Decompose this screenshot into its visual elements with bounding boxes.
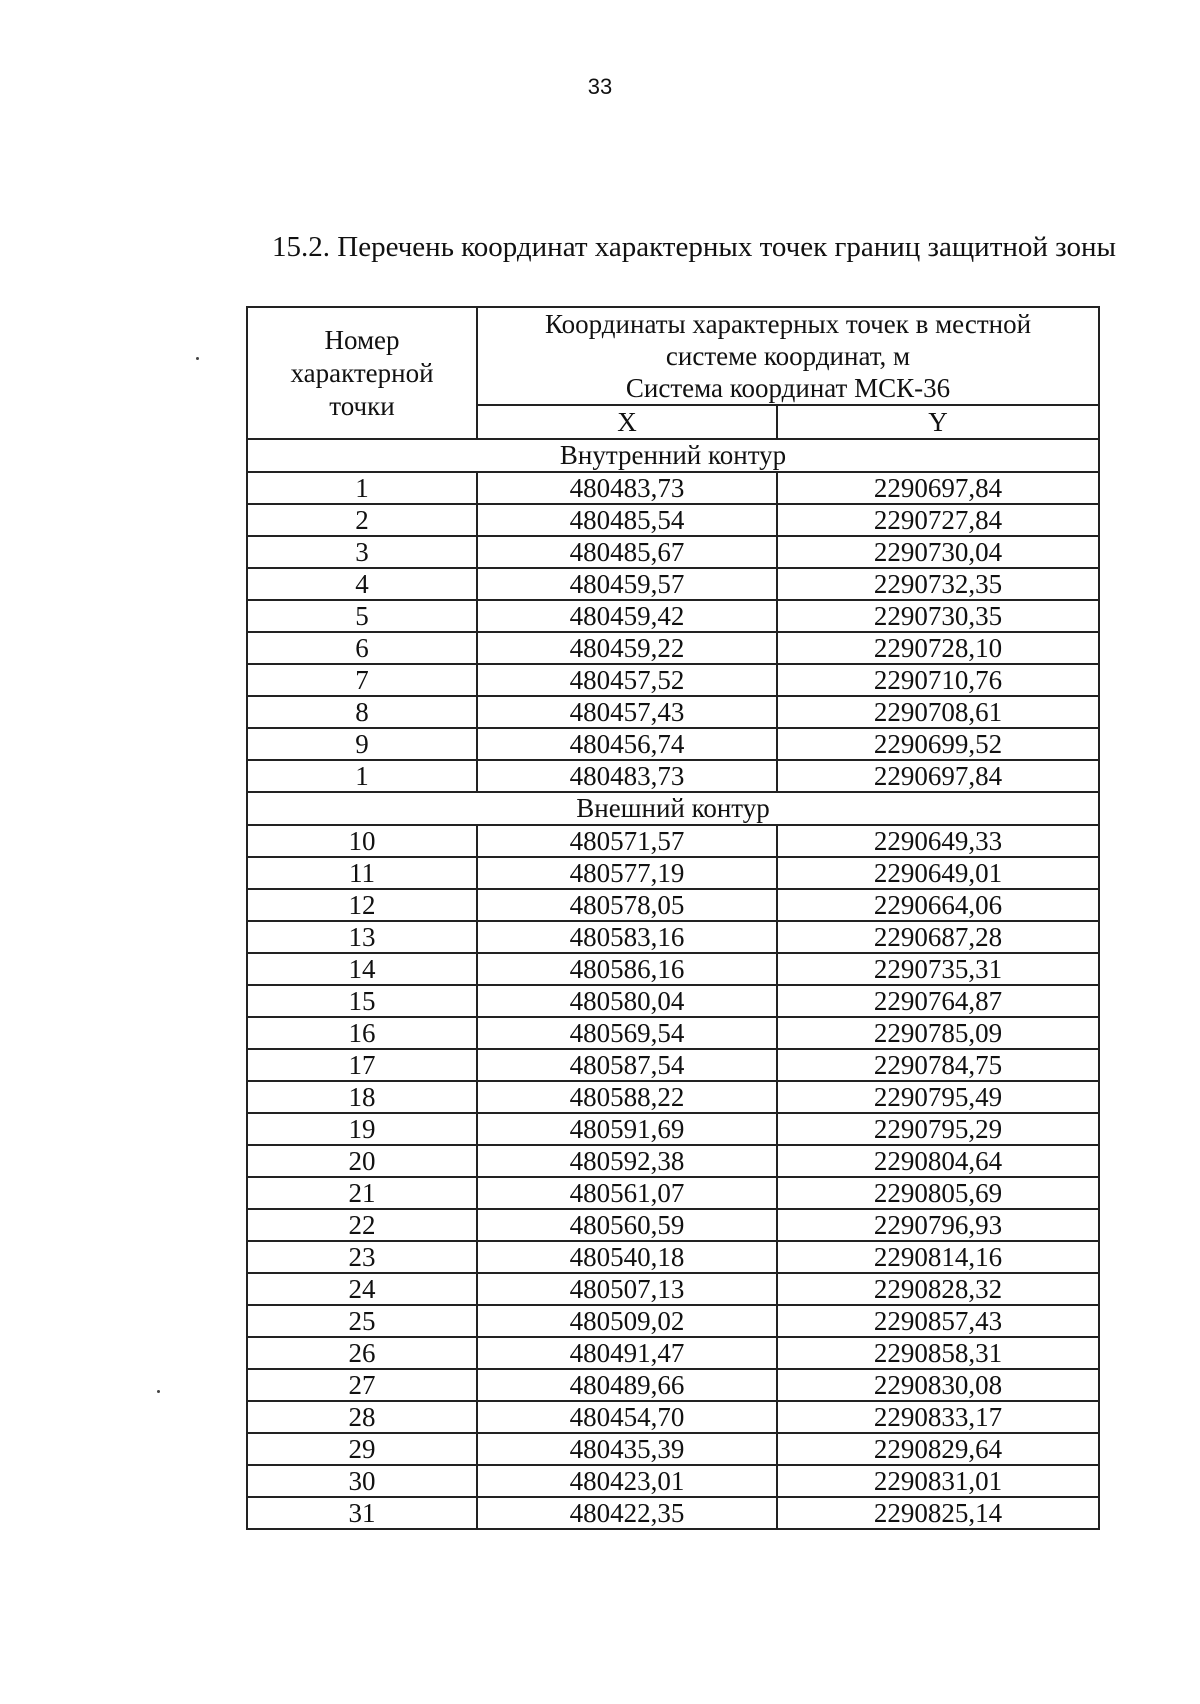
x-coordinate-cell: 480587,54 — [477, 1049, 777, 1081]
x-coordinate-cell: 480591,69 — [477, 1113, 777, 1145]
point-number-cell: 1 — [247, 472, 477, 504]
point-number-cell: 7 — [247, 664, 477, 696]
table-row — [247, 568, 1099, 600]
x-coordinate-cell: 480456,74 — [477, 728, 777, 760]
table-row — [247, 1049, 1099, 1081]
point-number-cell: 23 — [247, 1241, 477, 1273]
y-coordinate-cell: 2290795,29 — [777, 1113, 1099, 1145]
contour-section-row — [247, 439, 1099, 472]
table-row — [247, 1305, 1099, 1337]
point-number-cell: 12 — [247, 889, 477, 921]
point-number-cell: 2 — [247, 504, 477, 536]
y-coordinate-cell: 2290649,01 — [777, 857, 1099, 889]
table-row — [247, 953, 1099, 985]
point-number-cell: 1 — [247, 760, 477, 792]
y-coordinate-cell: 2290649,33 — [777, 825, 1099, 857]
x-coordinate-cell: 480561,07 — [477, 1177, 777, 1209]
y-coordinate-cell: 2290831,01 — [777, 1465, 1099, 1497]
header-line: характерной — [290, 357, 434, 388]
point-number-cell: 25 — [247, 1305, 477, 1337]
table-row — [247, 1209, 1099, 1241]
y-coordinate-cell: 2290784,75 — [777, 1049, 1099, 1081]
x-coordinate-cell: 480423,01 — [477, 1465, 777, 1497]
y-coordinate-cell: 2290795,49 — [777, 1081, 1099, 1113]
table-row — [247, 632, 1099, 664]
x-coordinate-cell: 480560,59 — [477, 1209, 777, 1241]
point-number-cell: 31 — [247, 1497, 477, 1529]
y-coordinate-cell: 2290858,31 — [777, 1337, 1099, 1369]
contour-title: Внешний контур — [247, 792, 1099, 825]
table-row — [247, 1017, 1099, 1049]
point-number-cell: 17 — [247, 1049, 477, 1081]
header-line: системе координат, м — [665, 341, 911, 371]
x-coordinate-cell: 480578,05 — [477, 889, 777, 921]
x-coordinate-cell: 480422,35 — [477, 1497, 777, 1529]
point-number-cell: 20 — [247, 1145, 477, 1177]
point-number-cell: 18 — [247, 1081, 477, 1113]
y-coordinate-cell: 2290764,87 — [777, 985, 1099, 1017]
point-number-cell: 26 — [247, 1337, 477, 1369]
point-number-cell: 30 — [247, 1465, 477, 1497]
scan-speck — [196, 357, 199, 360]
y-column-header: Y — [777, 405, 1099, 439]
table-row — [247, 889, 1099, 921]
table-row — [247, 1113, 1099, 1145]
point-number-cell: 29 — [247, 1433, 477, 1465]
x-coordinate-cell: 480586,16 — [477, 953, 777, 985]
table-row — [247, 1433, 1099, 1465]
x-coordinate-cell: 480507,13 — [477, 1273, 777, 1305]
y-coordinate-cell: 2290735,31 — [777, 953, 1099, 985]
table-row — [247, 600, 1099, 632]
x-coordinate-cell: 480459,22 — [477, 632, 777, 664]
point-number-cell: 9 — [247, 728, 477, 760]
x-coordinate-cell: 480435,39 — [477, 1433, 777, 1465]
table-row — [247, 1145, 1099, 1177]
table-row — [247, 1241, 1099, 1273]
header-line: Система координат МСК-36 — [625, 373, 951, 403]
y-coordinate-cell: 2290732,35 — [777, 568, 1099, 600]
x-coordinate-cell: 480577,19 — [477, 857, 777, 889]
table-row — [247, 825, 1099, 857]
header-line: Координаты характерных точек в местной — [545, 309, 1032, 339]
y-coordinate-cell: 2290710,76 — [777, 664, 1099, 696]
x-coordinate-cell: 480580,04 — [477, 985, 777, 1017]
y-coordinate-cell: 2290825,14 — [777, 1497, 1099, 1529]
x-coordinate-cell: 480489,66 — [477, 1369, 777, 1401]
x-coordinate-cell: 480491,47 — [477, 1337, 777, 1369]
point-number-cell: 27 — [247, 1369, 477, 1401]
y-coordinate-cell: 2290664,06 — [777, 889, 1099, 921]
section-title: 15.2. Перечень координат характерных точек границ защитной зоны — [272, 231, 1116, 263]
x-coordinate-cell: 480485,67 — [477, 536, 777, 568]
point-number-cell: 15 — [247, 985, 477, 1017]
y-coordinate-cell: 2290730,04 — [777, 536, 1099, 568]
y-coordinate-cell: 2290697,84 — [777, 760, 1099, 792]
x-coordinate-cell: 480459,42 — [477, 600, 777, 632]
table-row — [247, 921, 1099, 953]
table-row — [247, 1401, 1099, 1433]
x-coordinate-cell: 480540,18 — [477, 1241, 777, 1273]
table-row — [247, 1369, 1099, 1401]
x-coordinate-cell: 480459,57 — [477, 568, 777, 600]
table-row — [247, 1177, 1099, 1209]
y-coordinate-cell: 2290687,28 — [777, 921, 1099, 953]
table-row — [247, 696, 1099, 728]
y-coordinate-cell: 2290814,16 — [777, 1241, 1099, 1273]
y-coordinate-cell: 2290785,09 — [777, 1017, 1099, 1049]
y-coordinate-cell: 2290830,08 — [777, 1369, 1099, 1401]
x-coordinate-cell: 480583,16 — [477, 921, 777, 953]
y-coordinate-cell: 2290833,17 — [777, 1401, 1099, 1433]
x-coordinate-cell: 480483,73 — [477, 760, 777, 792]
x-coordinate-cell: 480571,57 — [477, 825, 777, 857]
table-row — [247, 760, 1099, 792]
x-coordinate-cell: 480569,54 — [477, 1017, 777, 1049]
contour-section-row — [247, 792, 1099, 825]
point-number-cell: 22 — [247, 1209, 477, 1241]
y-coordinate-cell: 2290697,84 — [777, 472, 1099, 504]
point-number-cell: 11 — [247, 857, 477, 889]
y-coordinate-cell: 2290699,52 — [777, 728, 1099, 760]
table-row — [247, 472, 1099, 504]
y-coordinate-cell: 2290805,69 — [777, 1177, 1099, 1209]
x-coordinate-cell: 480592,38 — [477, 1145, 777, 1177]
table-row — [247, 728, 1099, 760]
table-row — [247, 1465, 1099, 1497]
point-number-cell: 16 — [247, 1017, 477, 1049]
x-coordinate-cell: 480485,54 — [477, 504, 777, 536]
contour-title: Внутренний контур — [247, 439, 1099, 472]
header-row — [247, 307, 1099, 405]
y-coordinate-cell: 2290730,35 — [777, 600, 1099, 632]
coordinates-body — [247, 439, 1099, 1529]
x-coordinate-cell: 480588,22 — [477, 1081, 777, 1113]
y-coordinate-cell: 2290857,43 — [777, 1305, 1099, 1337]
x-coordinate-cell: 480457,52 — [477, 664, 777, 696]
point-number-cell: 28 — [247, 1401, 477, 1433]
point-number-header — [247, 307, 477, 439]
table-row — [247, 1081, 1099, 1113]
table-row — [247, 536, 1099, 568]
point-number-cell: 5 — [247, 600, 477, 632]
table-row — [247, 985, 1099, 1017]
y-coordinate-cell: 2290708,61 — [777, 696, 1099, 728]
x-column-header: X — [477, 405, 777, 439]
point-number-cell: 10 — [247, 825, 477, 857]
table-row — [247, 504, 1099, 536]
coordinates-header — [477, 307, 1099, 405]
y-coordinate-cell: 2290829,64 — [777, 1433, 1099, 1465]
y-coordinate-cell: 2290727,84 — [777, 504, 1099, 536]
x-coordinate-cell: 480457,43 — [477, 696, 777, 728]
y-coordinate-cell: 2290796,93 — [777, 1209, 1099, 1241]
point-number-cell: 24 — [247, 1273, 477, 1305]
y-coordinate-cell: 2290804,64 — [777, 1145, 1099, 1177]
y-coordinate-cell: 2290828,32 — [777, 1273, 1099, 1305]
table-row — [247, 857, 1099, 889]
scan-speck — [157, 1390, 160, 1393]
y-coordinate-cell: 2290728,10 — [777, 632, 1099, 664]
point-number-cell: 4 — [247, 568, 477, 600]
header-line: точки — [329, 390, 395, 421]
x-coordinate-cell: 480483,73 — [477, 472, 777, 504]
table-row — [247, 1337, 1099, 1369]
coordinates-table — [246, 306, 1100, 1530]
point-number-cell: 6 — [247, 632, 477, 664]
point-number-cell: 19 — [247, 1113, 477, 1145]
table-row — [247, 1497, 1099, 1529]
point-number-cell: 13 — [247, 921, 477, 953]
page-number: 33 — [587, 74, 613, 99]
table-row — [247, 1273, 1099, 1305]
x-coordinate-cell: 480509,02 — [477, 1305, 777, 1337]
point-number-cell: 8 — [247, 696, 477, 728]
x-coordinate-cell: 480454,70 — [477, 1401, 777, 1433]
point-number-cell: 21 — [247, 1177, 477, 1209]
point-number-cell: 14 — [247, 953, 477, 985]
header-line: Номер — [324, 324, 400, 355]
point-number-cell: 3 — [247, 536, 477, 568]
table-row — [247, 664, 1099, 696]
